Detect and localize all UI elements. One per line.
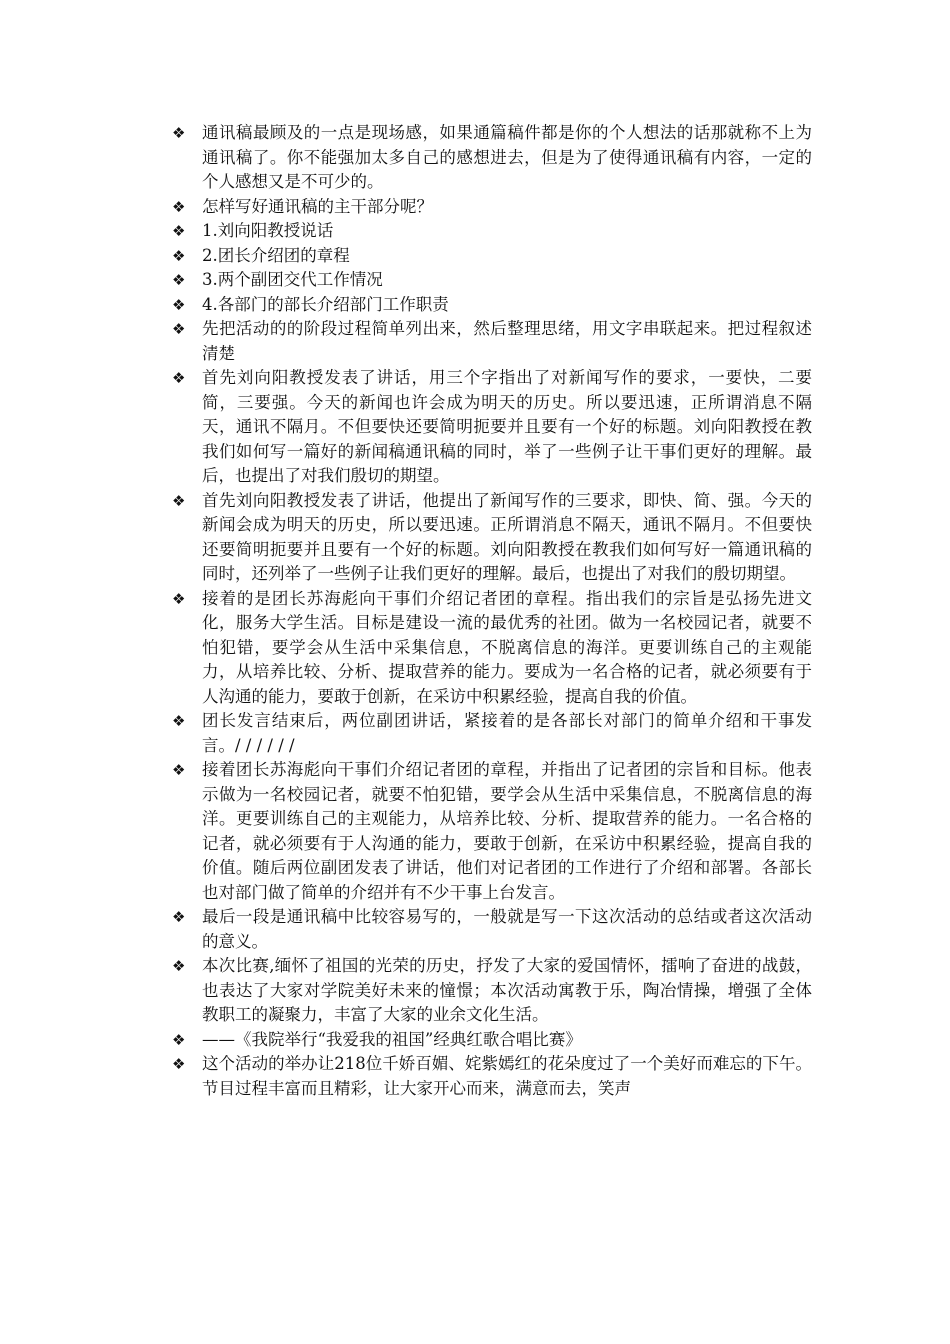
diamond-bullet-icon: ❖	[172, 1055, 186, 1073]
bullet-text: 接着团长苏海彪向干事们介绍记者团的章程，并指出了记者团的宗旨和目标。他表示做为一名校园记者，就要不怕犯错，要学会从生活中采集信息，不脱离信息的海洋。更要训练自己的主观能力，从培养比较、分析、提取营养的能力。一名合格的记者，就必须要有于人沟通的能力，要敢于创新，在采访中积累经验，提高自我的价值。随后两位副团发表了讲话，他们对记者团的工作进行了介绍和部署。各部长也对部门做了简单的介绍并有不少干事上台发言。	[202, 760, 812, 902]
diamond-bullet-icon: ❖	[172, 197, 186, 216]
diamond-bullet-icon: ❖	[172, 957, 186, 975]
bullet-text: 接着的是团长苏海彪向干事们介绍记者团的章程。指出我们的宗旨是弘扬先进文化，服务大学生活。目标是建设一流的最优秀的社团。做为一名校园记者，就要不怕犯错，要学会从生活中采集信息，不脱离信息的海洋。更要训练自己的主观能力，从培养比较、分析、提取营养的能力。要成为一名合格的记者，就必须要有于人沟通的能力，要敢于创新，在采访中积累经验，提高自我的价值。	[202, 588, 812, 706]
bullet-text: 首先刘向阳教授发表了讲话，他提出了新闻写作的三要求，即快、简、强。今天的新闻会成为明天的历史，所以要迅速。正所谓消息不隔天，通讯不隔月。不但要快还要简明扼要并且要有一个好的标题。刘向阳教授在教我们如何写好一篇通讯稿的同时，还列举了一些例子让我们更好的理解。最后，也提出了对我们的殷切期望。	[202, 490, 812, 583]
bullet-text: 团长发言结束后，两位副团讲话，紧接着的是各部长对部门的简单介绍和干事发言。/ / / / / /	[202, 711, 812, 755]
bullet-item	[172, 1052, 812, 1101]
bullet-text: 首先刘向阳教授发表了讲话，用三个字指出了对新闻写作的要求，一要快，二要简，三要强。今天的新闻也许会成为明天的历史。所以要迅速，正所谓消息不隔天，通讯不隔月。不但要快还要简明扼要并且要有一个好的标题。刘向阳教授在教我们如何写一篇好的新闻稿通讯稿的同时，举了一些例子让干事们更好的理解。最后，也提出了对我们殷切的期望。	[202, 368, 812, 485]
diamond-bullet-icon: ❖	[172, 1030, 186, 1049]
bullet-text: 通讯稿最顾及的一点是现场感，如果通篇稿件都是你的个人想法的话那就称不上为通讯稿了。你不能强加太多自己的感想进去，但是为了使得通讯稿有内容，一定的个人感想又是不可少的。	[202, 123, 812, 191]
bullet-text: 1.刘向阳教授说话	[202, 221, 334, 240]
diamond-bullet-icon: ❖	[172, 124, 186, 142]
bullet-item	[172, 1028, 812, 1053]
diamond-bullet-icon: ❖	[172, 491, 186, 510]
diamond-bullet-icon: ❖	[172, 295, 186, 314]
bullet-item	[172, 121, 812, 195]
bullet-item	[172, 268, 812, 293]
bullet-item	[172, 905, 812, 954]
bullet-item	[172, 293, 812, 318]
diamond-bullet-icon: ❖	[172, 761, 186, 779]
bullet-item	[172, 489, 812, 587]
bullet-text: 这个活动的举办让218位千娇百媚、姹紫嫣红的花朵度过了一个美好而难忘的下午。节目过程丰富而且精彩，让大家开心而来，满意而去，笑声	[202, 1054, 812, 1098]
bullet-text: 本次比赛,缅怀了祖国的光荣的历史，抒发了大家的爱国情怀，擂响了奋进的战鼓，也表达了大家对学院美好未来的憧憬；本次活动寓教于乐，陶冶情操，增强了全体教职工的凝聚力，丰富了大家的业余文化生活。	[202, 956, 812, 1024]
bullet-item	[172, 758, 812, 905]
bullet-text: 2.团长介绍团的章程	[202, 245, 350, 265]
diamond-bullet-icon: ❖	[172, 271, 186, 289]
bullet-item	[172, 587, 812, 710]
bullet-item	[172, 366, 812, 489]
bullet-item	[172, 954, 812, 1028]
diamond-bullet-icon: ❖	[172, 246, 186, 265]
document-body	[172, 121, 812, 1101]
bullet-text: 先把活动的的阶段过程简单列出来，然后整理思绪，用文字串联起来。把过程叙述清楚	[202, 319, 812, 363]
bullet-item	[172, 317, 812, 366]
bullet-list	[172, 121, 812, 1101]
diamond-bullet-icon: ❖	[172, 589, 186, 608]
diamond-bullet-icon: ❖	[172, 222, 186, 240]
bullet-item	[172, 195, 812, 220]
bullet-text: 4.各部门的部长介绍部门工作职责	[202, 294, 449, 314]
diamond-bullet-icon: ❖	[172, 908, 186, 926]
bullet-text: ——《我院举行“我爱我的祖国”经典红歌合唱比赛》	[202, 1029, 582, 1049]
bullet-text: 怎样写好通讯稿的主干部分呢？	[202, 196, 433, 216]
diamond-bullet-icon: ❖	[172, 712, 186, 730]
bullet-text: 3.两个副团交代工作情况	[202, 270, 383, 289]
bullet-item	[172, 244, 812, 269]
bullet-item	[172, 219, 812, 244]
diamond-bullet-icon: ❖	[172, 320, 186, 338]
bullet-text: 最后一段是通讯稿中比较容易写的，一般就是写一下这次活动的总结或者这次活动的意义。	[202, 907, 812, 951]
diamond-bullet-icon: ❖	[172, 369, 186, 387]
bullet-item	[172, 709, 812, 758]
